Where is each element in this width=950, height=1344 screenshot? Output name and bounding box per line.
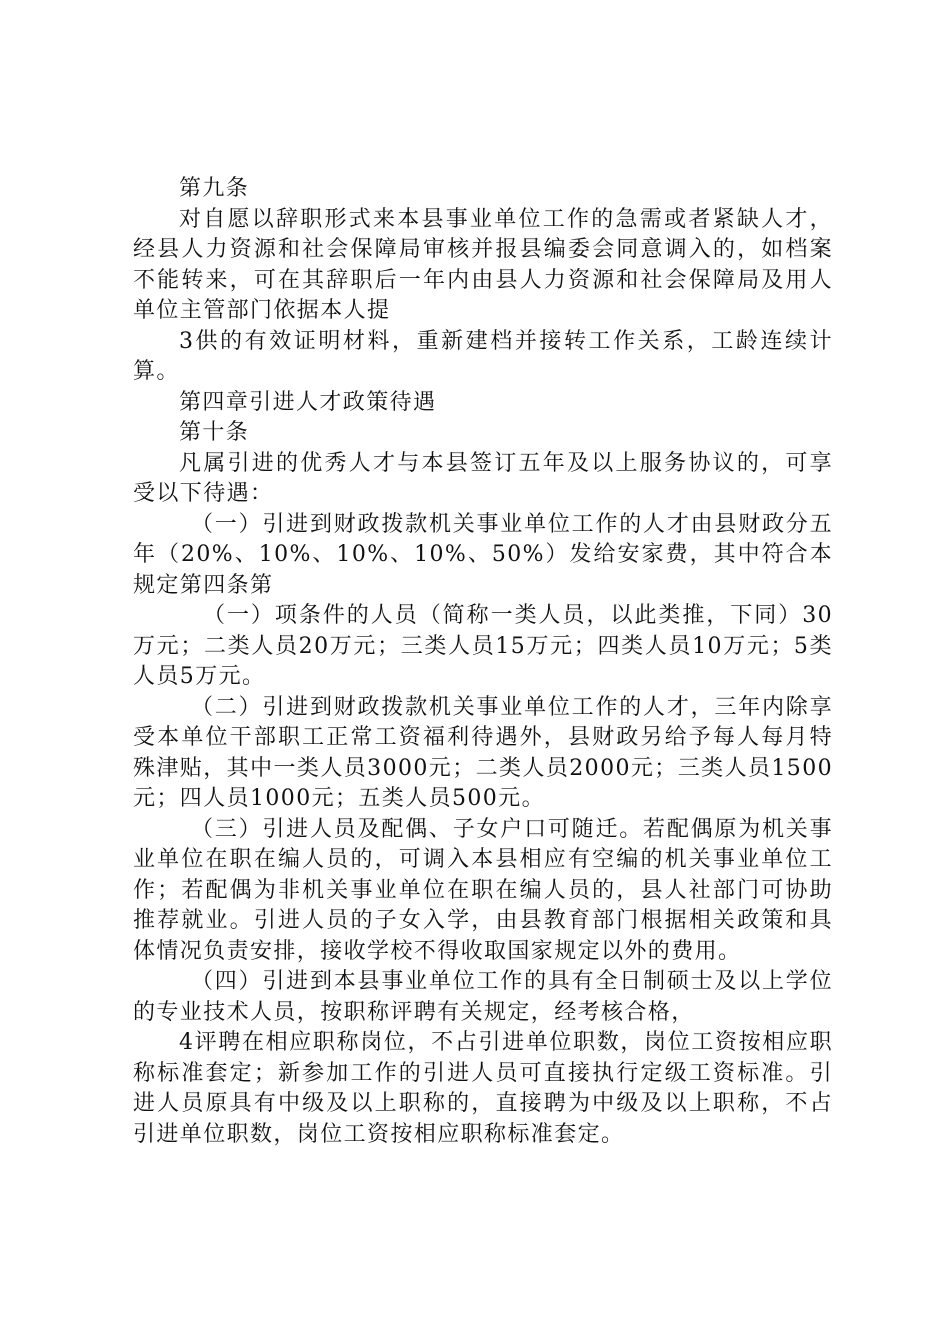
list-item-paragraph: （四）引进到本县事业单位工作的具有全日制硕士及以上学位的专业技术人员，按职称评聘有关规定，经考核合格， xyxy=(133,969,833,1025)
body-paragraph: 3供的有效证明材料，重新建档并接转工作关系，工龄连续计算。 xyxy=(133,328,833,384)
list-item-paragraph: （一）项条件的人员（简称一类人员，以此类推，下同）30万元；二类人员20万元；三类人员15万元；四类人员10万元；5类人员5万元。 xyxy=(133,603,833,689)
body-paragraph: 4评聘在相应职称岗位，不占引进单位职数，岗位工资按相应职称标准套定；新参加工作的引进人员可直接执行定级工资标准。引进人员原具有中级及以上职称的，直接聘为中级及以上职称，不占引进单位职数，岗位工资按相应职称标准套定。 xyxy=(133,1030,833,1147)
article-heading: 第九条 xyxy=(179,176,250,201)
body-paragraph: 对自愿以辞职形式来本县事业单位工作的急需或者紧缺人才，经县人力资源和社会保障局审核并报县编委会同意调入的，如档案不能转来，可在其辞职后一年内由县人力资源和社会保障局及用人单位主管部门依据本人提 xyxy=(133,206,833,323)
article-heading: 第十条 xyxy=(179,420,250,445)
body-paragraph: 凡属引进的优秀人才与本县签订五年及以上服务协议的，可享受以下待遇： xyxy=(133,450,833,506)
document-body xyxy=(133,174,833,1150)
list-item-paragraph: （三）引进人员及配偶、子女户口可随迁。若配偶原为机关事业单位在职在编人员的，可调入本县相应有空编的机关事业单位工作；若配偶为非机关事业单位在职在编人员的，县人社部门可协助推荐就业。引进人员的子女入学，由县教育部门根据相关政策和具体情况负责安排，接收学校不得收取国家规定以外的费用。 xyxy=(133,816,833,964)
list-item-paragraph: （一）引进到财政拨款机关事业单位工作的人才由县财政分五年（20%、10%、10%、10%、50%）发给安家费，其中符合本规定第四条第 xyxy=(133,511,833,598)
chapter-heading: 第四章引进人才政策待遇 xyxy=(179,389,437,415)
list-item-paragraph: （二）引进到财政拨款机关事业单位工作的人才，三年内除享受本单位干部职工正常工资福利待遇外，县财政另给予每人每月特殊津贴，其中一类人员3000元；二类人员2000元；三类人员1500元；四人员1000元；五类人员500元。 xyxy=(133,694,833,811)
